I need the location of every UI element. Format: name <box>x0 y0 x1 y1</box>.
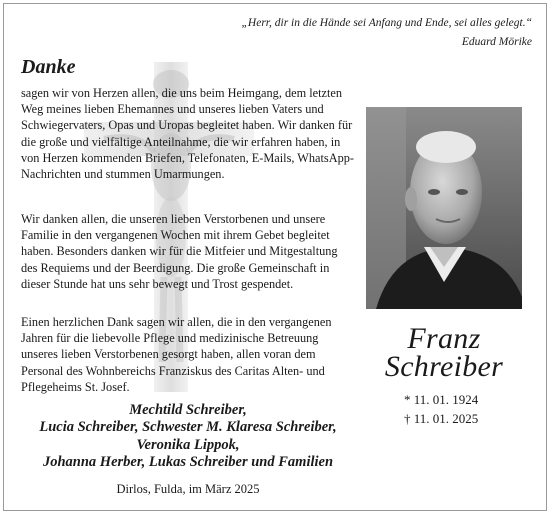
birth-date: * 11. 01. 1924 <box>404 392 479 407</box>
signer-line: Veronika Lippok, <box>136 436 240 453</box>
deceased-last-name: Schreiber <box>384 350 504 383</box>
deceased-first-name: Franz <box>407 322 481 355</box>
portrait-photo <box>366 107 522 309</box>
heading-danke: Danke <box>21 56 76 78</box>
signer-line: Lucia Schreiber, Schwester M. Klaresa Schreiber, <box>39 419 337 436</box>
thanks-paragraph-2 <box>21 211 356 292</box>
obituary-card <box>3 3 547 511</box>
life-dates <box>404 390 478 428</box>
thanks-paragraph-1 <box>21 85 356 182</box>
signer-line: Johanna Herber, Lukas Schreiber und Familien <box>42 454 334 471</box>
paragraph-text: Einen herzlichen Dank sagen wir allen, die in den vergangenen Jahren für die liebevolle Pflege und medizinische Betreuung unseres lieben Verstorbenen gesorgt haben, allen voran dem Personal des Wohnbereichs Franziskus des Caritas Alten- und Pflegeheims St. Josef. <box>21 315 332 394</box>
paragraph-text: Wir danken allen, die unseren lieben Verstorbenen und unsere Familie in den vergangenen Wochen mit ihrem Gebet begleitet haben. Besonders danken wir für die Mitfeier und Mitgestaltung des Requiems und der Beerdigung. Die große Gemeinschaft in dieser Stunde hat uns sehr bewegt und Trost gespendet. <box>21 212 338 291</box>
epigraph-text: „Herr, dir in die Hände sei Anfang und Ende, sei alles gelegt.“ <box>241 17 532 29</box>
epigraph-author: Eduard Mörike <box>461 36 532 48</box>
paragraph-text: sagen wir von Herzen allen, die uns beim Heimgang, dem letzten Weg meines lieben Ehemannes und unseres lieben Vaters und Schwiegervaters, Opas und Uropas begleitet haben. Wir danken für die große und vielfältige Anteilnahme, die wir erfahren haben, in von Herzen kommenden Briefen, Telefonaten, E-Mails, WhatsApp-Nachrichten und stummen Umarmungen. <box>21 86 354 182</box>
death-date: † 11. 01. 2025 <box>404 411 479 426</box>
signers-block <box>4 402 372 472</box>
thanks-paragraph-3 <box>21 314 356 395</box>
signer-line: Mechtild Schreiber, <box>129 402 247 418</box>
place-and-date: Dirlos, Fulda, im März 2025 <box>116 482 260 496</box>
epigraph <box>132 14 532 52</box>
